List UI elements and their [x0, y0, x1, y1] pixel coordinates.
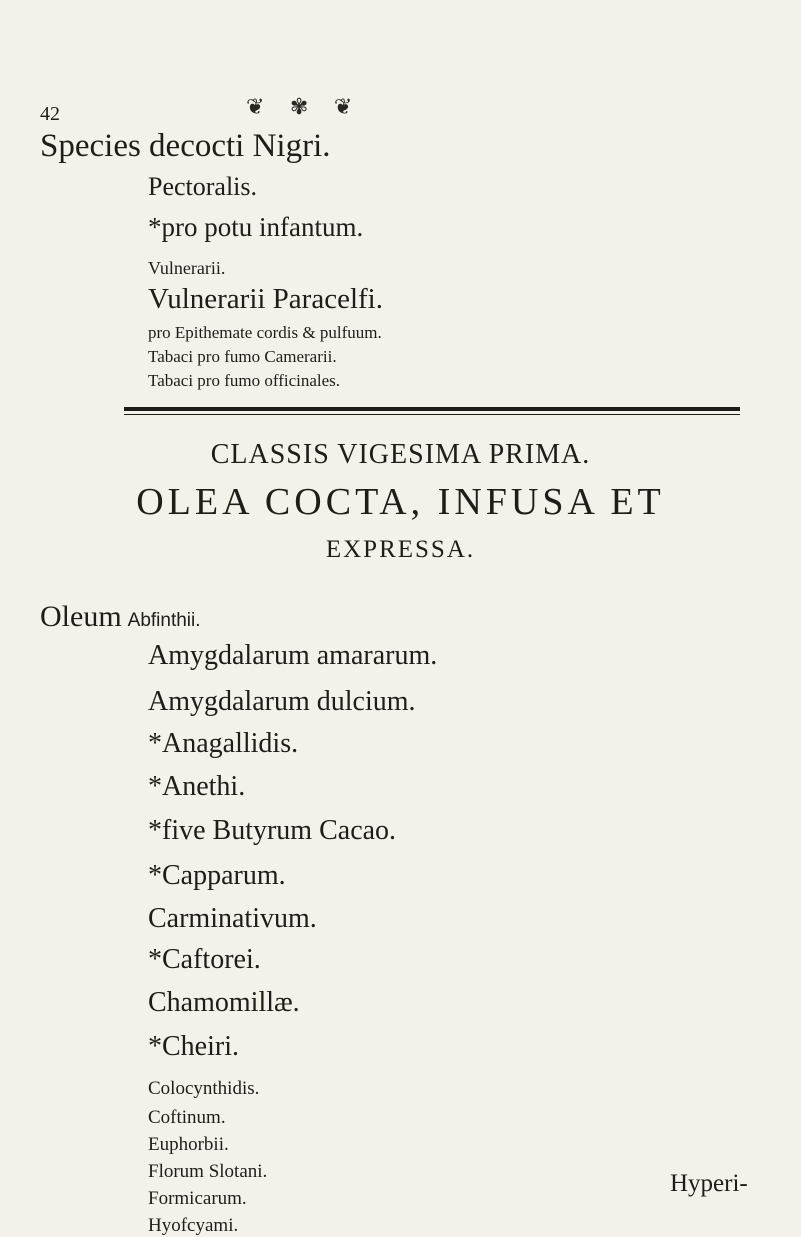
- divider-rule-thick: [124, 407, 740, 411]
- oleum-first-item: Abfinthii.: [127, 610, 201, 631]
- page-number: 42: [40, 103, 60, 125]
- list-item: *Cheiri.: [148, 1031, 239, 1062]
- catchword: Hyperi-: [670, 1170, 748, 1197]
- class-heading-line2: OLEA COCTA, INFUSA ET: [136, 481, 665, 523]
- section-item: Pectoralis.: [148, 172, 258, 201]
- list-item: Amygdalarum amararum.: [148, 640, 438, 671]
- list-item: Euphorbii.: [148, 1134, 229, 1155]
- divider-rule-thin: [124, 414, 740, 415]
- section-title: Species decocti Nigri.: [40, 128, 331, 164]
- list-item: Formicarum.: [148, 1188, 247, 1209]
- section-item: Vulnerarii Paracelfi.: [148, 283, 383, 315]
- ornament-icon: ❦ ✾ ❦: [246, 94, 363, 119]
- oleum-entry: [40, 600, 201, 634]
- section-item: pro Epithemate cordis & pulfuum.: [148, 323, 382, 342]
- section-item: Vulnerarii.: [148, 258, 226, 278]
- list-item: Coftinum.: [148, 1107, 226, 1128]
- list-item: Hyofcyami.: [148, 1215, 239, 1236]
- list-item: Florum Slotani.: [148, 1161, 268, 1182]
- list-item: Chamomillæ.: [148, 987, 300, 1018]
- list-item: Carminativum.: [148, 903, 317, 934]
- list-item: *five Butyrum Cacao.: [148, 815, 397, 846]
- class-heading-line3: EXPRESSA.: [325, 536, 476, 563]
- section-item: Tabaci pro fumo Camerarii.: [148, 347, 337, 366]
- list-item: *Anagallidis.: [148, 728, 299, 759]
- list-item: *Anethi.: [148, 771, 246, 802]
- list-item: *Caftorei.: [148, 944, 261, 975]
- list-item: Colocynthidis.: [148, 1078, 260, 1099]
- oleum-label: Oleum: [40, 600, 122, 633]
- list-item: *Capparum.: [148, 860, 286, 891]
- list-item: Amygdalarum dulcium.: [148, 686, 416, 717]
- class-heading-line1: CLASSIS VIGESIMA PRIMA.: [210, 439, 591, 470]
- section-item: Tabaci pro fumo officinales.: [148, 371, 341, 390]
- section-item: *pro potu infantum.: [148, 212, 364, 242]
